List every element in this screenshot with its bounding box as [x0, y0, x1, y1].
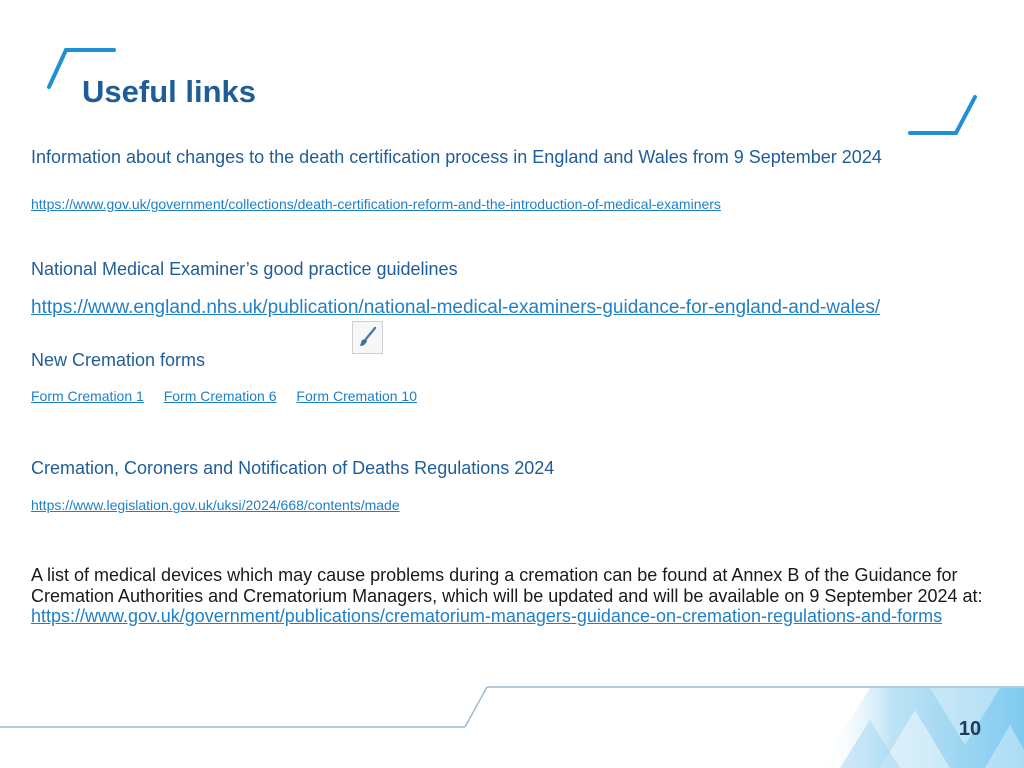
paintbrush-icon[interactable] [352, 321, 383, 354]
cremation-forms-links [31, 388, 433, 405]
medical-devices-text: A list of medical devices which may cause problems during a cremation can be found at Annex B of the Guidance for Cremation Authorities and Crematorium Managers, which will be updated and will be available on 9 September 2024 at: [31, 565, 983, 606]
medical-devices-paragraph [31, 565, 1006, 627]
regulations-link[interactable]: https://www.legislation.gov.uk/uksi/2024/668/contents/made [31, 497, 400, 513]
death-certification-link[interactable]: https://www.gov.uk/government/collections/death-certification-reform-and-the-introduction-of-medical-examiners [31, 196, 721, 212]
cremation-forms-heading: New Cremation forms [31, 350, 206, 370]
regulations-heading: Cremation, Coroners and Notification of Deaths Regulations 2024 [31, 458, 555, 478]
top-right-accent [910, 97, 975, 133]
slide-title: Useful links [82, 74, 256, 109]
nme-guidelines-heading: National Medical Examiner’s good practice guidelines [31, 259, 458, 279]
form-cremation-10-link[interactable]: Form Cremation 10 [296, 388, 417, 404]
death-certification-heading: Information about changes to the death certification process in England and Wales from 9 September 2024 [31, 147, 882, 167]
crematorium-guidance-link[interactable]: https://www.gov.uk/government/publications/crematorium-managers-guidance-on-cremation-regulations-and-forms [31, 606, 943, 626]
form-cremation-6-link[interactable]: Form Cremation 6 [163, 388, 277, 404]
bottom-band [0, 687, 1024, 768]
form-cremation-1-link[interactable]: Form Cremation 1 [31, 388, 144, 404]
page-number: 10 [958, 718, 982, 740]
nme-guidelines-link[interactable]: https://www.england.nhs.uk/publication/national-medical-examiners-guidance-for-england-and-wales/ [31, 297, 881, 318]
